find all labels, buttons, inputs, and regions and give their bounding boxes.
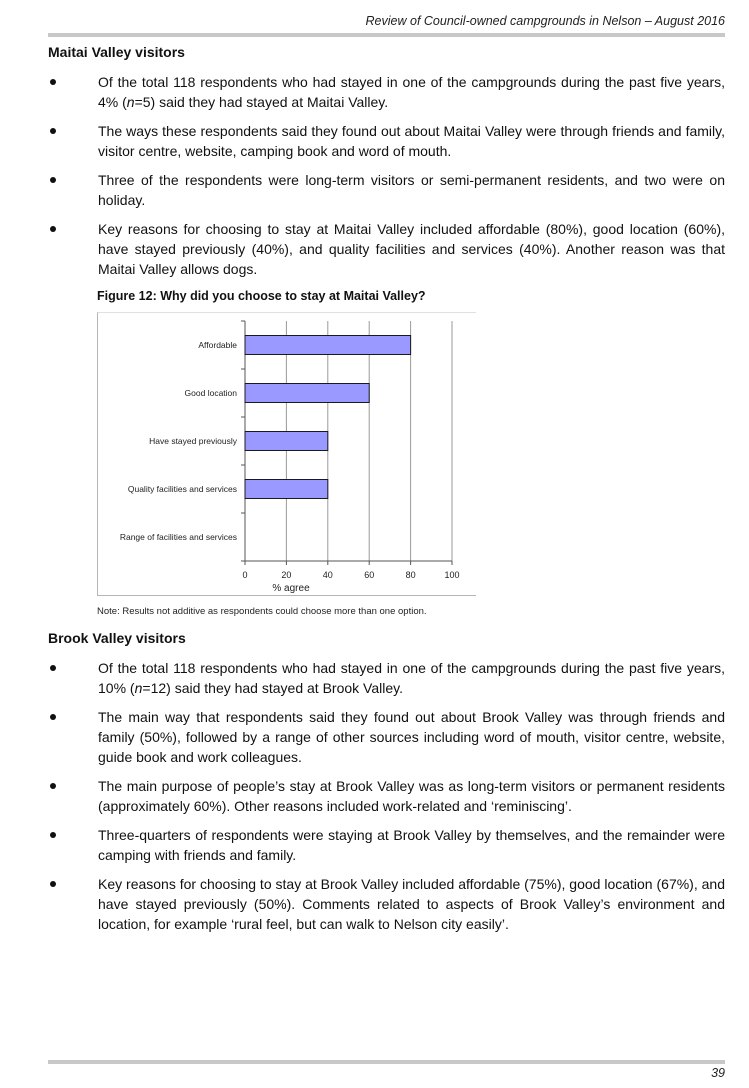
- list-item: Three-quarters of respondents were staying at Brook Valley by themselves, and the remainder were camping with friends and family.: [48, 825, 725, 865]
- page-number: 39: [711, 1066, 725, 1080]
- list-item: Of the total 118 respondents who had stayed in one of the campgrounds during the past five years, 10% (n=12) said they had stayed at Brook Valley.: [48, 658, 725, 698]
- bar-quality-facilities-and-services: [245, 480, 328, 499]
- list-item: The ways these respondents said they found out about Maitai Valley were through friends and family, visitor centre, website, camping book and word of mouth.: [48, 121, 725, 161]
- chart-frame: [97, 312, 476, 596]
- figure-note: Note: Results not additive as respondents could choose more than one option.: [97, 606, 427, 617]
- x-tick-label: 40: [322, 570, 333, 580]
- x-tick-label: 100: [444, 570, 460, 580]
- list-item: Of the total 118 respondents who had stayed in one of the campgrounds during the past five years, 4% (n=5) said they had stayed at Maitai Valley.: [48, 72, 725, 112]
- bar-affordable: [245, 336, 411, 355]
- category-label: Affordable: [198, 340, 237, 350]
- footer-rule: [48, 1060, 725, 1064]
- brook-bullet-list: [48, 658, 725, 943]
- bar-good-location: [245, 384, 369, 403]
- category-label: Good location: [184, 388, 237, 398]
- section-heading-maitai: Maitai Valley visitors: [48, 44, 185, 60]
- header-rule: [48, 33, 725, 37]
- list-item: The main way that respondents said they found out about Brook Valley was through friends and family (50%), followed by a range of other sources including word of mouth, visitor centre, website, guide book and work colleagues.: [48, 707, 725, 767]
- running-header: Review of Council-owned campgrounds in Nelson – August 2016: [365, 14, 725, 28]
- maitai-bullet-list: [48, 72, 725, 288]
- x-tick-label: 20: [281, 570, 292, 580]
- list-item: The main purpose of people’s stay at Brook Valley was as long-term visitors or permanent residents (approximately 60%). Other reasons included work-related and ‘reminiscing’.: [48, 776, 725, 816]
- bar-have-stayed-previously: [245, 432, 328, 451]
- category-label: Have stayed previously: [149, 436, 237, 446]
- category-label: Quality facilities and services: [127, 484, 237, 494]
- list-item: Key reasons for choosing to stay at Brook Valley included affordable (75%), good location (67%), and have stayed previously (50%). Comments related to aspects of Brook Valley’s environment and location, for example ‘rural feel, but can walk to Nelson city easily’.: [48, 874, 725, 934]
- x-axis-label: % agree: [272, 583, 310, 594]
- figure-caption: Figure 12: Why did you choose to stay at Maitai Valley?: [97, 289, 426, 303]
- category-label: Range of facilities and services: [119, 532, 237, 542]
- x-tick-label: 0: [242, 570, 248, 580]
- x-tick-label: 80: [405, 570, 416, 580]
- bar-chart: [98, 313, 476, 595]
- list-item: Three of the respondents were long-term visitors or semi-permanent residents, and two were on holiday.: [48, 170, 725, 210]
- list-item: Key reasons for choosing to stay at Maitai Valley included affordable (80%), good location (60%), have stayed previously (40%), and quality facilities and services (40%). Another reason was that Maitai Valley allows dogs.: [48, 219, 725, 279]
- section-heading-brook: Brook Valley visitors: [48, 630, 186, 646]
- x-tick-label: 60: [364, 570, 375, 580]
